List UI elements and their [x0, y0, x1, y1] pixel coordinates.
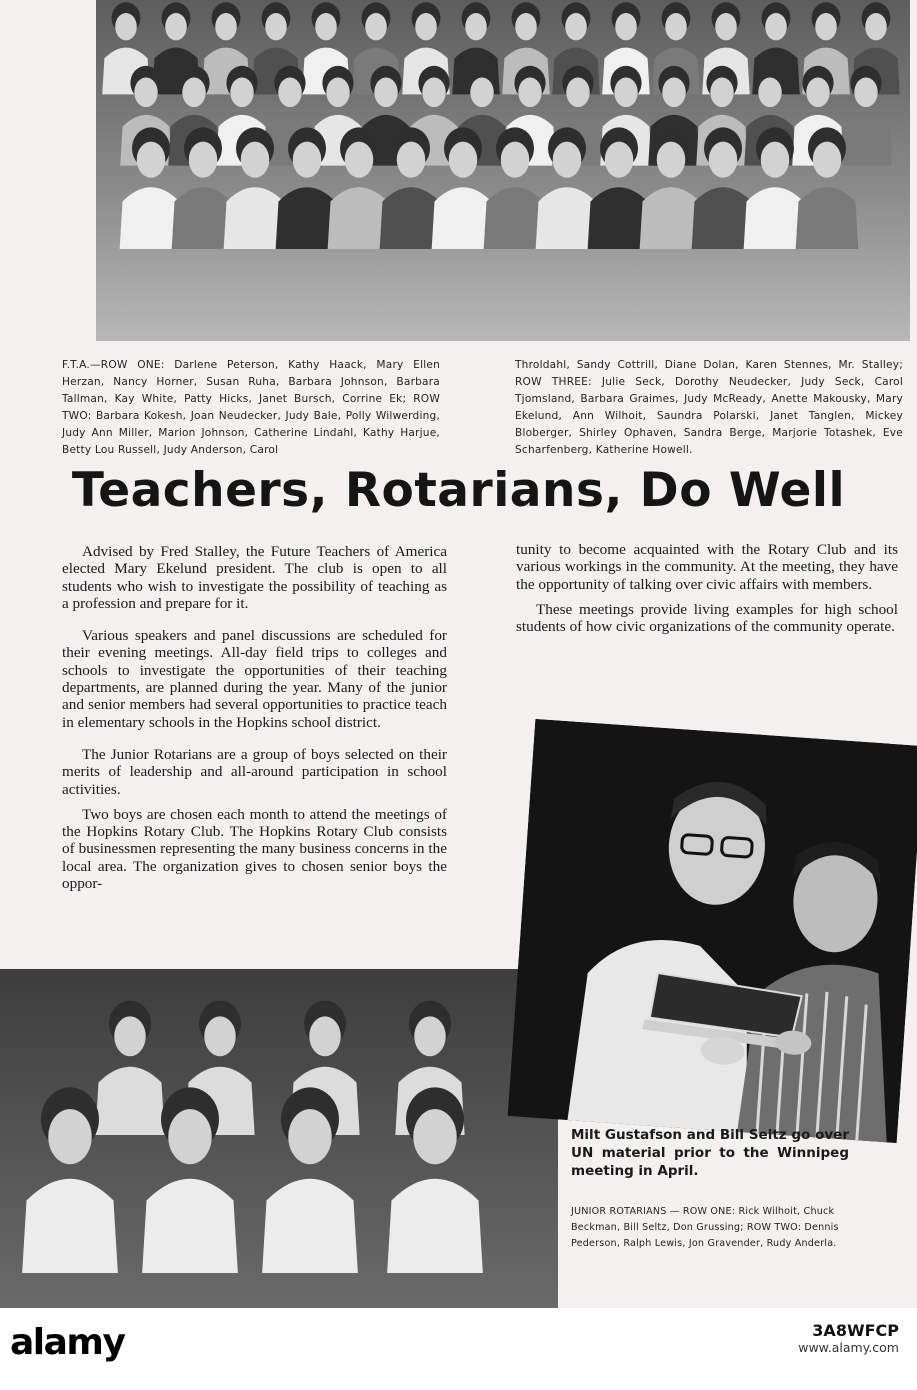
junior-rotarians-caption: JUNIOR ROTARIANS — ROW ONE: Rick Wilhoit, Chuck Beckman, Bill Seltz, Don Grussing; ROW TWO: Dennis Pederson, Ralph Lewis, Jon Gravender, Rudy Anderla.	[571, 1206, 839, 1249]
article-paragraph: Various speakers and panel discussions are scheduled for their evening meetings. All-day field trips to colleges and schools to investigate the opportunities of their teaching departments, are planned during the year. Many of the junior and senior members had several opportunities to practice teach in elementary schools in the Hopkins school district.	[62, 627, 447, 731]
fta-group-photo	[96, 0, 910, 341]
watermark-footer	[0, 1308, 917, 1390]
junior-rotarians-photo	[0, 969, 558, 1308]
fta-caption-left: F.T.A.—ROW ONE: Darlene Peterson, Kathy Haack, Mary Ellen Herzan, Nancy Horner, Susan Ruha, Barbara Johnson, Barbara Tallman, Kay White, Patty Hicks, Janet Bursch, Corrine Ek; ROW TWO: Barbara Kokesh, Joan Neudecker, Judy Bale, Polly Wilwerding, Judy Ann Miller, Marion Johnson, Catherine Lindahl, Kathy Harjue, Betty Lou Russell, Judy Anderson, Carol	[62, 359, 440, 456]
article-paragraph: Advised by Fred Stalley, the Future Teachers of America elected Mary Ekelund president. The club is open to all students who wish to investigate the possibility of teaching as a profession and prepare for it.	[62, 543, 447, 612]
article-column-left	[62, 543, 447, 900]
fta-caption-right: Throldahl, Sandy Cottrill, Diane Dolan, Karen Stennes, Mr. Stalley; ROW THREE: Julie Seck, Dorothy Neudecker, Judy Seck, Carol Tjomsland, Barbara Graimes, Judy McReady, Anette Makousky, Mary Ekelund, Ann Wilhoit, Saundra Polarski, Janet Tanglen, Mickey Bloberger, Shirley Ophaven, Sandra Berge, Marjorie Totashek, Eve Scharfenberg, Katherine Howell.	[515, 359, 903, 456]
alamy-logo: alamy	[10, 1322, 125, 1363]
watermark-info	[798, 1322, 899, 1356]
headline: Teachers, Rotarians, Do Well	[71, 463, 846, 518]
image-id: 3A8WFCP	[812, 1321, 899, 1340]
fta-photo-art	[96, 0, 910, 341]
reading-photo-caption: Milt Gustafson and Bill Seltz go over UN material prior to the Winnipeg meeting in April.	[571, 1127, 849, 1179]
article-paragraph: Two boys are chosen each month to attend the meetings of the Hopkins Rotary Club. The Hopkins Rotary Club consists of businessmen representing the many business concerns in the local area. The organization gives to chosen senior boys the oppor-	[62, 805, 447, 893]
article-paragraph: These meetings provide living examples for high school students of how civic organizations of the community operate.	[516, 600, 898, 636]
reading-photo	[508, 719, 917, 1143]
article-column-right	[516, 541, 898, 643]
article-paragraph: The Junior Rotarians are a group of boys selected on their merits of leadership and all-around participation in school activities.	[62, 745, 447, 798]
article-paragraph: tunity to become acquainted with the Rotary Club and its various workings in the community. At the meeting, they have the opportunity of talking over civic affairs with members.	[516, 541, 898, 593]
reading-photo-art	[508, 719, 917, 1143]
site-url: www.alamy.com	[798, 1340, 899, 1355]
rotary-photo-art	[0, 969, 558, 1308]
